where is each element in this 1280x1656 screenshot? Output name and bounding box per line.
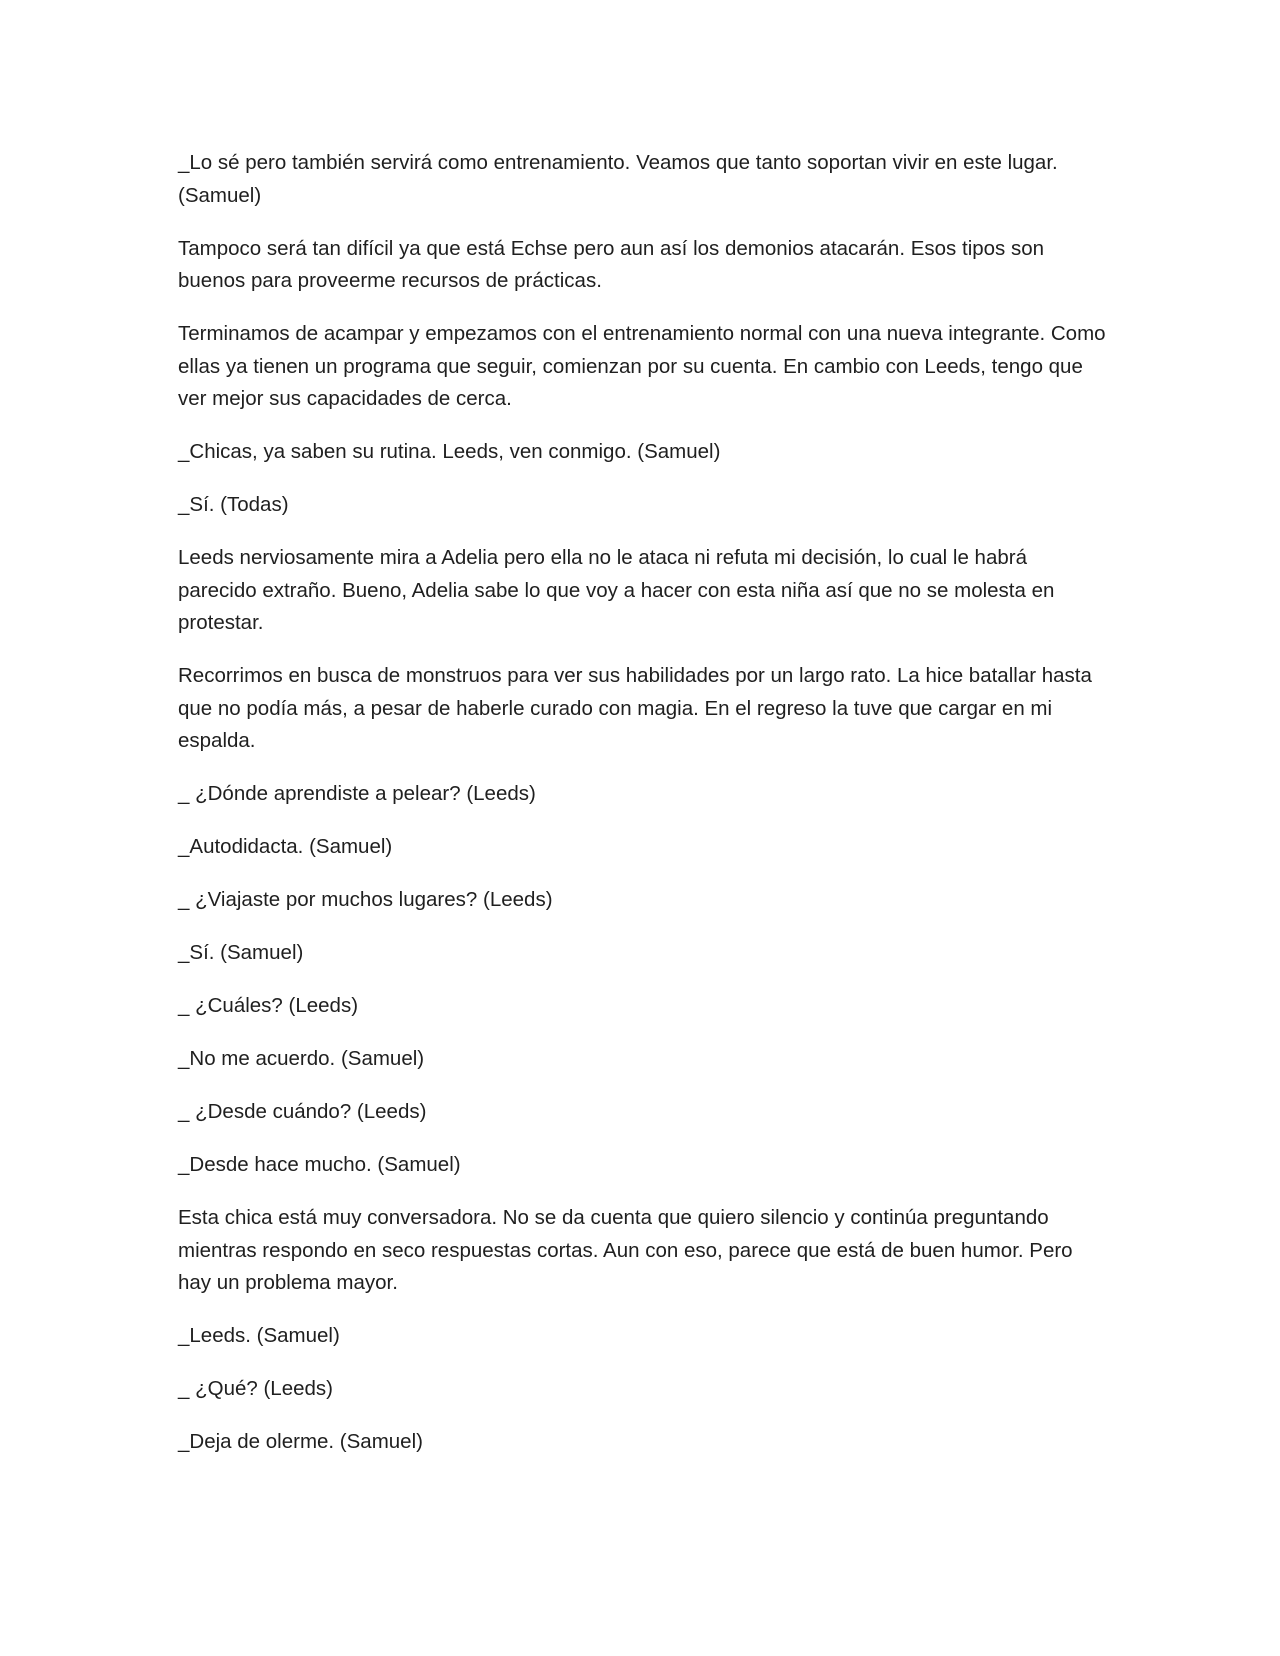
- dialogue-line: _Sí. (Todas): [178, 493, 289, 516]
- paragraph: Tampoco será tan difícil ya que está Echse pero aun así los demonios atacarán. Esos tipos son buenos para proveerme recursos de prácticas.: [178, 236, 1045, 292]
- dialogue-line: _ ¿Qué? (Leeds): [178, 1377, 333, 1400]
- dialogue-line: _Chicas, ya saben su rutina. Leeds, ven conmigo. (Samuel): [178, 440, 721, 463]
- dialogue-line: _ ¿Desde cuándo? (Leeds): [178, 1100, 427, 1123]
- dialogue-line: _ ¿Viajaste por muchos lugares? (Leeds): [178, 888, 553, 911]
- document-body: [178, 147, 1108, 1479]
- dialogue-line: _Desde hace mucho. (Samuel): [178, 1153, 461, 1176]
- paragraph: Leeds nerviosamente mira a Adelia pero ella no le ataca ni refuta mi decisión, lo cual le habrá parecido extraño. Bueno, Adelia sabe lo que voy a hacer con esta niña así que no se molesta en protestar.: [178, 546, 1055, 634]
- paragraph: Recorrimos en busca de monstruos para ver sus habilidades por un largo rato. La hice batallar hasta que no podía más, a pesar de haberle curado con magia. En el regreso la tuve que cargar en mi espalda.: [178, 664, 1092, 752]
- dialogue-line: _Deja de olerme. (Samuel): [178, 1430, 423, 1453]
- dialogue-line: _Autodidacta. (Samuel): [178, 835, 393, 858]
- dialogue-line: _Leeds. (Samuel): [178, 1324, 340, 1347]
- dialogue-line: _Sí. (Samuel): [178, 941, 304, 964]
- paragraph: Terminamos de acampar y empezamos con el entrenamiento normal con una nueva integrante. Como ellas ya tienen un programa que seguir, comienzan por su cuenta. En cambio con Leeds, tengo que ver mejor sus capacidades de cerca.: [178, 322, 1106, 410]
- paragraph: _Lo sé pero también servirá como entrenamiento. Veamos que tanto soportan vivir en este lugar. (Samuel): [178, 151, 1058, 207]
- paragraph: Esta chica está muy conversadora. No se da cuenta que quiero silencio y continúa preguntando mientras respondo en seco respuestas cortas. Aun con eso, parece que está de buen humor. Pero hay un problema mayor.: [178, 1206, 1073, 1294]
- dialogue-line: _ ¿Dónde aprendiste a pelear? (Leeds): [178, 782, 536, 805]
- dialogue-line: _ ¿Cuáles? (Leeds): [178, 994, 359, 1017]
- dialogue-line: _No me acuerdo. (Samuel): [178, 1047, 425, 1070]
